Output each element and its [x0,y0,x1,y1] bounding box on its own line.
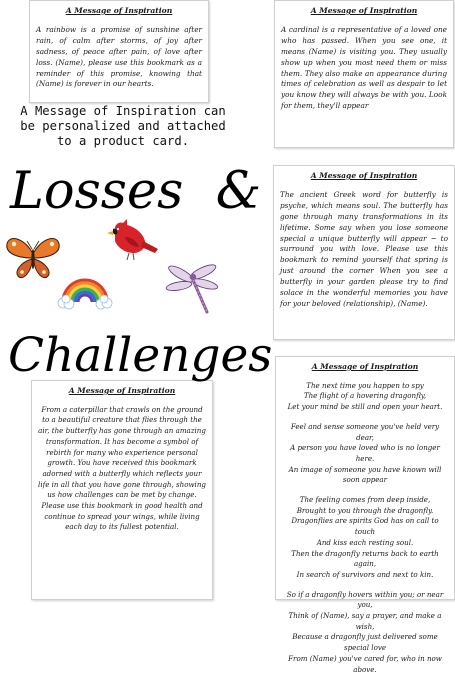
poem-stanza-1: The next time you happen to spy The flight of a hovering dragonfly, Let your mind be still and open your heart. [287,380,443,412]
card-title: A Message of Inspiration [310,171,418,180]
poem-stanza-2: Feel and sense someone you've held very dear, A person you have loved who is no longer here. An image of someone you have known will soon appear [288,421,442,485]
cardinal-message-card [274,0,454,148]
headline-losses: Losses & [10,162,262,221]
poem-stanza-4: So if a dragonfly hovers within you; or near you, Think of (Name), say a prayer, and make a wish, Because a dragonfly just delivered some special love From (Name) you've cared for, who in now above. [286,589,444,674]
card-body: A rainbow is a promise of sunshine after rain, of calm after storms, of joy after sadness, of peace after pain, of love after loss. (Name), please use this bookmark as a reminder of this promise, knowing that (Name) is forever in our hearts. [36,24,202,89]
headline-challenges: Challenges [8,328,273,383]
card-title: A Message of Inspiration [311,362,419,371]
card-title: A Message of Inspiration [65,6,173,15]
cardinal-icon [103,215,159,263]
rainbow-message-card [29,0,209,103]
card-body: From a caterpillar that crawls on the ground to a beautiful creature that flies through the air, the butterfly has gone through an amazing transformation. It has become a symbol of rebirth for many who experience personal growth. You have received this bookmark adorned with a butterfly which reflects your life in all that you have gone through, showing us how challenges can be met by change. Please use this bookmark in good health and continue to spread your wings, while living each day to its fullest potential. [38,404,206,532]
dragonfly-icon [165,260,219,316]
poem-stanza-3: The feeling comes from deep inside, Brought to you through the dragonfly. Dragonflies are spirits God has on call to touch And kiss each resting soul. Then the dragonfly returns back to earth again, In search of survivors and next to kin. [291,495,439,579]
caterpillar-message-card [31,380,213,600]
butterfly-psyche-message-card [273,165,455,340]
card-body: A cardinal is a representative of a loved one who has passed. When you see one, it means (Name) is visiting you. They usually show up when you most need them or miss them. They also make an appearance during times of celebration as well as despair to let you know they will always be with you. Look for them, they'll appear [281,24,447,111]
card-title: A Message of Inspiration [68,386,176,395]
dragonfly-poem-card [275,356,455,674]
personalization-blurb: A Message of Inspiration can be personalized and attached to a product card. [20,104,226,148]
card-body: The ancient Greek word for butterfly is psyche, which means soul. The butterfly has gone through many transformations in its lifetime. Some say when you lose someone special a unique butterfly will appear ~ to surround you with love. Please use this bookmark to remind yourself that spring is just around the corner When you see a butterfly in your garden please try to find solace in the wonderful memories you have for your beloved (relationship), (Name). [280,189,448,308]
card-title: A Message of Inspiration [310,6,418,15]
butterfly-icon [3,232,63,282]
rainbow-icon [57,270,113,310]
